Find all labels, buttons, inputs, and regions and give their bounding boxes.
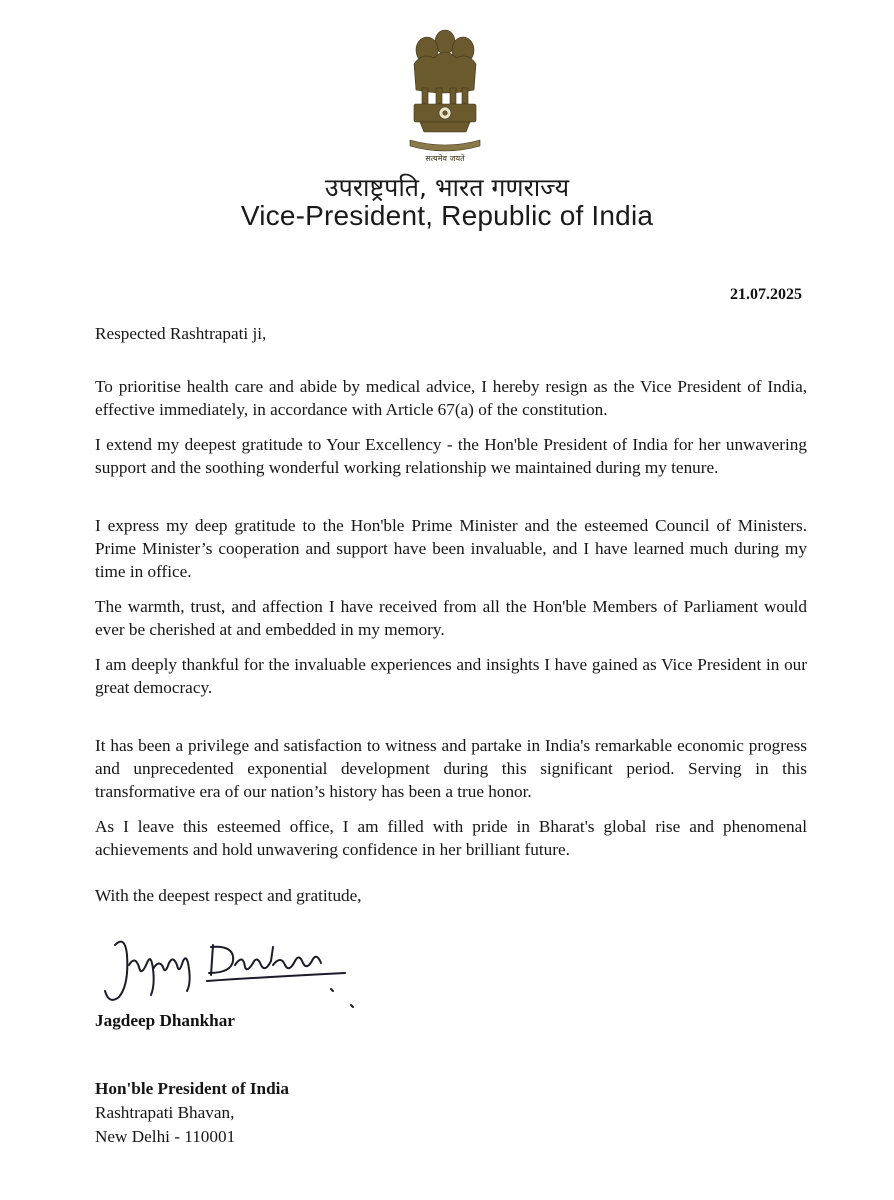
handwritten-signature bbox=[95, 925, 375, 1015]
emblem-motto: सत्यमेव जयते bbox=[425, 154, 465, 163]
addressee-title: Hon'ble President of India bbox=[95, 1079, 290, 1098]
closing-line: With the deepest respect and gratitude, bbox=[95, 886, 362, 905]
national-emblem-icon bbox=[400, 24, 490, 164]
signer-name: Jagdeep Dhankhar bbox=[95, 1011, 235, 1030]
addressee-address-line1: Rashtrapati Bhavan, bbox=[95, 1103, 235, 1122]
paragraph-6: It has been a privilege and satisfaction to witness and partake in India's remarkable economic progress and unprecedented exponential development during this significant period. Serving in this transformative era of our nation’s history has been a true honor. bbox=[95, 736, 807, 801]
paragraph-5: I am deeply thankful for the invaluable experiences and insights I have gained as Vice President in our great democracy. bbox=[95, 655, 807, 697]
letter-date: 21.07.2025 bbox=[730, 286, 802, 303]
paragraph-1: To prioritise health care and abide by medical advice, I hereby resign as the Vice President of India, effective immediately, in accordance with Article 67(a) of the constitution. bbox=[95, 377, 807, 419]
paragraph-7: As I leave this esteemed office, I am filled with pride in Bharat's global rise and phenomenal achievements and hold unwavering confidence in her brilliant future. bbox=[95, 817, 807, 859]
paragraph-3: I express my deep gratitude to the Hon'ble Prime Minister and the esteemed Council of Ministers. Prime Minister’s cooperation and support have been invaluable, and I have learned much during my time in office. bbox=[95, 516, 807, 581]
paragraph-4: The warmth, trust, and affection I have received from all the Hon'ble Members of Parliament would ever be cherished at and embedded in my memory. bbox=[95, 597, 807, 639]
letterhead-english-title: Vice-President, Republic of India bbox=[240, 200, 654, 231]
salutation: Respected Rashtrapati ji, bbox=[95, 324, 267, 343]
letterhead-hindi-title: उपराष्ट्रपति, भारत गणराज्य bbox=[324, 173, 570, 202]
paragraph-2: I extend my deepest gratitude to Your Excellency - the Hon'ble President of India for her unwavering support and the soothing wonderful working relationship we maintained during my tenure. bbox=[95, 435, 807, 477]
addressee-address-line2: New Delhi - 110001 bbox=[95, 1127, 236, 1146]
